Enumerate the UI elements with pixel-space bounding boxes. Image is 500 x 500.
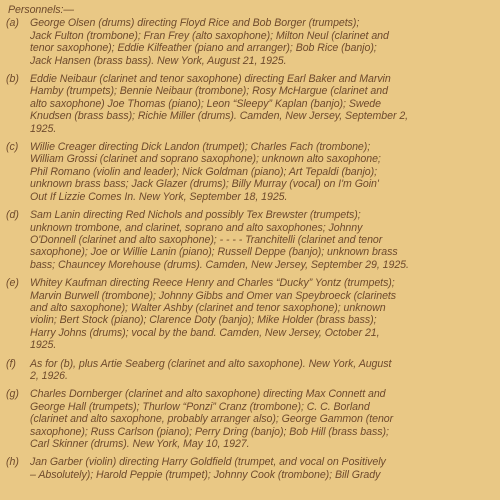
entry-line: As for (b), plus Artie Seaberg (clarinet and alto saxophone). New York, August bbox=[30, 357, 392, 370]
entry-text bbox=[30, 277, 490, 351]
entry-text bbox=[30, 358, 490, 383]
entry-line: Phil Romano (violin and leader); Nick Goldman (piano); Art Tepaldi (banjo); bbox=[30, 165, 377, 178]
entry-text bbox=[30, 456, 490, 481]
entry-label: (g) bbox=[6, 388, 19, 401]
personnels-heading: Personnels:— bbox=[8, 4, 74, 16]
entry-line: alto saxophone) Joe Thomas (piano); Leon “Sleepy” Kaplan (banjo); Swede bbox=[30, 97, 381, 110]
entry-line: violin; Bert Stock (piano); Clarence Doty (banjo); Mike Holder (brass bass); bbox=[30, 314, 377, 327]
entry-line: Willie Creager directing Dick Landon (trumpet); Charles Fach (trombone); bbox=[30, 141, 371, 154]
personnel-list bbox=[6, 17, 490, 481]
entry-line: – Absolutely); Harold Peppie (trumpet); Johnny Cook (trombone); Bill Grady bbox=[30, 468, 381, 481]
personnel-entry bbox=[6, 358, 490, 383]
entry-label: (b) bbox=[6, 73, 19, 86]
entry-line: Jan Garber (violin) directing Harry Goldfield (trumpet, and vocal on Positively bbox=[30, 456, 386, 469]
entry-line: Knudsen (brass bass); Richie Miller (drums). Camden, New Jersey, September 2, bbox=[30, 110, 409, 123]
entry-label: (h) bbox=[6, 456, 19, 469]
entry-line: saxophone); Joe or Willie Lanin (piano); Russell Deppe (banjo); unknown brass bbox=[30, 246, 398, 259]
entry-text bbox=[30, 141, 490, 203]
entry-line: William Grossi (clarinet and soprano saxophone); unknown alto saxophone; bbox=[30, 153, 381, 166]
personnel-entry bbox=[6, 141, 490, 203]
entry-line: George Hall (trumpets); Thurlow “Ponzi” Cranz (trombone); C. C. Borland bbox=[30, 400, 370, 413]
entry-text bbox=[30, 17, 490, 67]
entry-line: Eddie Neibaur (clarinet and tenor saxophone) directing Earl Baker and Marvin bbox=[30, 73, 391, 86]
personnel-entry bbox=[6, 388, 490, 450]
entry-line: 1925. bbox=[30, 339, 57, 352]
entry-text bbox=[30, 209, 490, 271]
entry-text bbox=[30, 388, 490, 450]
entry-label: (a) bbox=[6, 17, 19, 30]
entry-line: Out If Lizzie Comes In. New York, September 18, 1925. bbox=[30, 190, 288, 203]
entry-line: Marvin Burwell (trombone); Johnny Gibbs and Omer van Speybroeck (clarinets bbox=[30, 289, 397, 302]
entry-label: (f) bbox=[6, 357, 16, 370]
personnel-entry bbox=[6, 209, 490, 271]
entry-line: Jack Hansen (brass bass). New York, August 21, 1925. bbox=[30, 54, 287, 67]
personnel-entry bbox=[6, 73, 490, 135]
entry-line: Charles Dornberger (clarinet and alto saxophone) directing Max Connett and bbox=[30, 388, 386, 401]
entry-label: (c) bbox=[6, 141, 19, 154]
entry-label: (e) bbox=[6, 277, 19, 290]
entry-line: (clarinet and alto saxophone, probably arranger also); George Gammon (tenor bbox=[30, 413, 394, 426]
entry-line: unknown brass bass; Jack Glazer (drums); Billy Murray (vocal) on I'm Goin' bbox=[30, 178, 379, 191]
entry-text bbox=[30, 73, 490, 135]
entry-line: Jack Fulton (trombone); Fran Frey (alto saxophone); Milton Neul (clarinet and bbox=[30, 29, 389, 42]
entry-label: (d) bbox=[6, 209, 19, 222]
entry-line: tenor saxophone); Eddie Kilfeather (piano and arranger); Bob Rice (banjo); bbox=[30, 42, 377, 55]
entry-line: Hamby (trumpets); Bennie Neibaur (trombone); Rosy McHargue (clarinet and bbox=[30, 85, 388, 98]
entry-line: George Olsen (drums) directing Floyd Rice and Bob Borger (trumpets); bbox=[30, 17, 360, 30]
entry-line: Carl Skinner (drums). New York, May 10, 1927. bbox=[30, 438, 250, 450]
personnel-entry bbox=[6, 17, 490, 67]
entry-line: Sam Lanin directing Red Nichols and possibly Tex Brewster (trumpets); bbox=[30, 209, 361, 222]
entry-line: and alto saxophone); Walter Ashby (clarinet and tenor saxophone); unknown bbox=[30, 301, 386, 314]
entry-line: Whitey Kaufman directing Reece Henry and Charles “Ducky” Yontz (trumpets); bbox=[30, 277, 395, 290]
entry-line: unknown trombone, and clarinet, soprano and alto saxophones; Johnny bbox=[30, 221, 363, 234]
personnel-entry bbox=[6, 277, 490, 351]
entry-line: bass; Chauncey Morehouse (drums). Camden, New Jersey, September 29, 1925. bbox=[30, 258, 409, 271]
entry-line: Harry Johns (drums); vocal by the band. Camden, New Jersey, October 21, bbox=[30, 326, 380, 339]
entry-line: saxophone); Russ Carlson (piano); Perry Dring (banjo); Bob Hill (brass bass); bbox=[30, 425, 389, 438]
personnel-entry bbox=[6, 456, 490, 481]
entry-line: O'Donnell (clarinet and alto saxophone); - - - - Tranchitelli (clarinet and tenor bbox=[30, 233, 383, 246]
entry-line: 2, 1926. bbox=[30, 369, 68, 382]
entry-line: 1925. bbox=[30, 122, 57, 135]
